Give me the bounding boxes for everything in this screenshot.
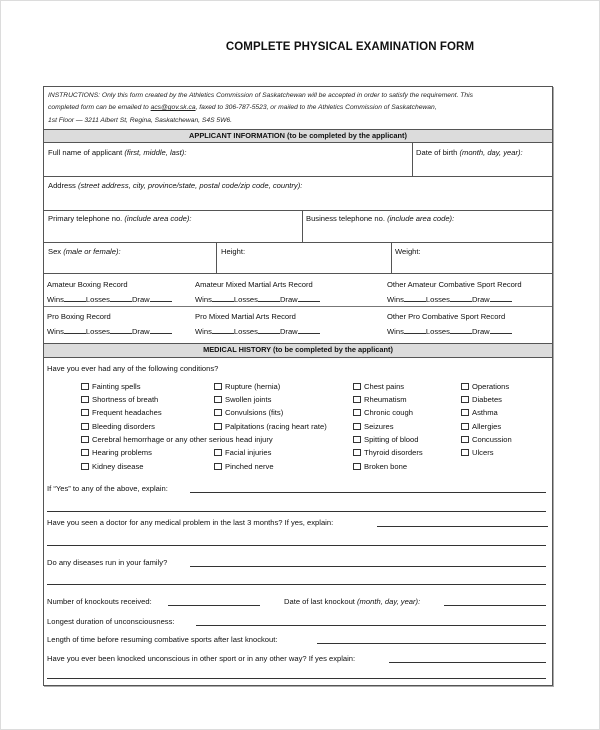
checkbox-convulsions[interactable] [214,409,283,417]
knocked-other-label: Have you ever been knocked unconscious in other sport or in any other way? If yes explain: [47,654,356,663]
dob-field[interactable] [416,149,523,157]
checkbox-icon[interactable] [461,436,469,443]
checkbox-icon[interactable] [81,436,89,443]
divider [44,242,552,243]
checkbox-icon[interactable] [214,463,222,470]
losses-label: Losses [85,327,110,336]
draw-label: Draw [471,295,490,304]
doctor-question-label: Have you seen a doctor for any medical problem in the last 3 months? If yes, explain: [47,518,334,527]
instructions-line-2: completed form can be emailed to [48,104,151,112]
longest-unconscious-input[interactable] [196,625,546,626]
checkbox-broken-bone[interactable] [353,463,407,471]
record-amateur-boxing-fields[interactable] [47,294,172,304]
checkbox-icon[interactable] [353,396,361,403]
checkbox-ulcers[interactable] [461,449,494,457]
knocked-other-input[interactable] [389,662,546,663]
record-pro-mma-fields[interactable] [195,326,320,336]
checkbox-thyroid-disorders[interactable] [353,449,423,457]
sex-field[interactable] [48,248,121,256]
checkbox-label: Kidney disease [92,462,144,471]
checkbox-rheumatism[interactable] [353,396,407,404]
family-diseases-input[interactable] [190,566,546,567]
checkbox-icon[interactable] [81,383,89,390]
checkbox-label: Shortness of breath [92,395,159,404]
wins-input[interactable] [404,326,426,334]
checkbox-cerebral-hemorrhage[interactable] [81,436,273,444]
resume-time-input[interactable] [317,643,546,644]
last-knockout-field [284,598,420,606]
checkbox-allergies[interactable] [461,423,501,431]
explain-yes-label: If “Yes” to any of the above, explain: [47,484,168,493]
wins-input[interactable] [404,294,426,302]
checkbox-chronic-cough[interactable] [353,409,413,417]
checkbox-fainting-spells[interactable] [81,383,141,391]
record-amateur-mma-fields[interactable] [195,294,320,304]
checkbox-label: Ulcers [472,448,494,457]
knocked-other-input-line-2[interactable] [47,678,546,679]
checkbox-label: Hearing problems [92,448,152,457]
losses-label: Losses [425,295,450,304]
last-knockout-input[interactable] [444,605,546,606]
record-amateur-boxing-title: Amateur Boxing Record [47,280,128,289]
email-link[interactable]: acs@gov.sk.ca [150,104,196,112]
draw-label: Draw [279,295,298,304]
business-phone-label: Business telephone no. [306,214,388,223]
checkbox-label: Chronic cough [364,408,413,417]
checkbox-label: Concussion [472,435,512,444]
checkbox-icon[interactable] [214,409,222,416]
sex-label: Sex [48,247,64,256]
draw-input[interactable] [150,294,172,302]
explain-yes-input[interactable] [190,492,546,493]
primary-phone-field[interactable] [48,215,192,223]
height-label: Height: [221,247,246,256]
checkbox-icon[interactable] [214,396,222,403]
wins-label: Wins [47,327,64,336]
losses-input[interactable] [450,294,472,302]
checkbox-icon[interactable] [461,449,469,456]
draw-input[interactable] [298,294,320,302]
exam-form [43,86,553,686]
checkbox-label: Pinched nerve [225,462,274,471]
checkbox-label: Palpitations (racing heart rate) [225,422,327,431]
checkbox-kidney-disease[interactable] [81,463,144,471]
divider [44,210,552,211]
divider [391,242,392,273]
record-other-amateur-title: Other Amateur Combative Sport Record [387,280,522,289]
checkbox-spitting-of-blood[interactable] [353,436,418,444]
losses-input[interactable] [258,326,280,334]
checkbox-icon[interactable] [214,423,222,430]
dob-label: Date of birth [416,148,460,157]
business-phone-field[interactable] [306,215,454,223]
divider [216,242,217,273]
height-field[interactable] [221,248,245,256]
draw-input[interactable] [490,326,512,334]
draw-input[interactable] [490,294,512,302]
instructions-line-1: Only this form created by the Athletics Commission of Saskatchewan will be accepted in order to satisfy the requirement. This [101,92,473,99]
instructions-line-2-rest: , faxed to 306-787-5523, or mailed to the Athletics Commission of Saskatchewan, [195,104,437,112]
wins-input[interactable] [64,294,86,302]
record-other-pro-title: Other Pro Combative Sport Record [387,312,506,321]
losses-label: Losses [233,327,258,336]
doctor-question-input-line-2[interactable] [47,545,546,546]
wins-label: Wins [47,295,64,304]
checkbox-label: Broken bone [364,462,408,471]
record-other-pro-fields[interactable] [387,326,512,336]
full-name-label: Full name of applicant [48,148,125,157]
checkbox-asthma[interactable] [461,409,498,417]
checkbox-label: Rheumatism [364,395,407,404]
checkbox-icon[interactable] [461,383,469,390]
checkbox-label: Convulsions (fits) [225,408,284,417]
family-diseases-label: Do any diseases run in your family? [47,558,168,567]
checkbox-label: Thyroid disorders [364,448,423,457]
checkbox-icon[interactable] [81,449,89,456]
business-phone-hint: (include area code): [387,214,455,223]
checkbox-label: Cerebral hemorrhage or any other serious head injury [92,435,273,444]
draw-label: Draw [279,327,298,336]
address-label: Address [48,181,78,190]
losses-input[interactable] [450,326,472,334]
divider [44,176,552,177]
checkbox-icon[interactable] [353,383,361,390]
longest-unconscious-label: Longest duration of unconsciousness: [47,617,175,626]
dob-hint: (month, day, year): [459,148,523,157]
losses-label: Losses [85,295,110,304]
page-title: COMPLETE PHYSICAL EXAMINATION FORM [225,41,475,53]
checkbox-icon[interactable] [81,423,89,430]
checkbox-chest-pains[interactable] [353,383,404,391]
draw-input[interactable] [298,326,320,334]
losses-input[interactable] [258,294,280,302]
checkbox-icon[interactable] [81,409,89,416]
divider [44,273,552,274]
instructions-line-3: 1st Floor — 3211 Albert St, Regina, Saskatchewan, S4S 5W6. [48,116,232,124]
primary-phone-hint: (include area code): [124,214,192,223]
full-name-field[interactable] [48,149,186,157]
weight-field[interactable] [395,248,421,256]
family-diseases-input-line-2[interactable] [47,584,546,585]
checkbox-label: Diabetes [472,395,502,404]
weight-label: Weight: [395,247,421,256]
losses-label: Losses [425,327,450,336]
record-pro-mma-title: Pro Mixed Martial Arts Record [195,312,296,321]
losses-label: Losses [233,295,258,304]
wins-input[interactable] [212,326,234,334]
draw-label: Draw [471,327,490,336]
wins-label: Wins [387,295,404,304]
losses-input[interactable] [110,326,132,334]
applicant-section-header: APPLICANT INFORMATION (to be completed by the applicant) [44,129,552,143]
wins-label: Wins [195,327,212,336]
full-name-hint: (first, middle, last): [124,148,187,157]
record-pro-boxing-title: Pro Boxing Record [47,312,111,321]
checkbox-icon[interactable] [214,383,222,390]
draw-input[interactable] [150,326,172,334]
checkbox-label: Asthma [472,408,498,417]
last-knockout-hint: (month, day, year): [357,597,421,606]
instructions-block [48,90,548,127]
checkbox-swollen-joints[interactable] [214,396,271,404]
wins-input[interactable] [64,326,86,334]
checkbox-label: Swollen joints [225,395,272,404]
checkbox-frequent-headaches[interactable] [81,409,162,417]
checkbox-icon[interactable] [353,409,361,416]
checkbox-shortness-of-breath[interactable] [81,396,158,404]
checkbox-icon[interactable] [353,449,361,456]
checkbox-icon[interactable] [353,436,361,443]
conditions-question: Have you ever had any of the following conditions? [47,364,219,373]
checkbox-seizures[interactable] [353,423,394,431]
losses-input[interactable] [110,294,132,302]
sex-hint: (male or female): [63,247,121,256]
draw-label: Draw [131,327,150,336]
checkbox-icon[interactable] [81,463,89,470]
knockouts-received-input[interactable] [168,605,260,606]
checkbox-bleeding-disorders[interactable] [81,423,155,431]
checkbox-label: Chest pains [364,382,405,391]
knockouts-received-label: Number of knockouts received: [47,597,152,606]
record-amateur-mma-title: Amateur Mixed Martial Arts Record [195,280,313,289]
checkbox-label: Frequent headaches [92,408,162,417]
record-pro-boxing-fields[interactable] [47,326,172,336]
record-other-amateur-fields[interactable] [387,294,512,304]
draw-label: Draw [131,295,150,304]
checkbox-concussion[interactable] [461,436,512,444]
divider [44,306,552,307]
checkbox-pinched-nerve[interactable] [214,463,274,471]
checkbox-icon[interactable] [81,396,89,403]
checkbox-icon[interactable] [353,463,361,470]
wins-label: Wins [195,295,212,304]
checkbox-label: Operations [472,382,510,391]
checkbox-label: Facial injuries [225,448,272,457]
checkbox-label: Fainting spells [92,382,141,391]
resume-time-label: Length of time before resuming combative sports after last knockout: [47,635,278,644]
checkbox-icon[interactable] [461,396,469,403]
checkbox-label: Rupture (hernia) [225,382,281,391]
primary-phone-label: Primary telephone no. [48,214,125,223]
checkbox-label: Allergies [472,422,502,431]
checkbox-label: Seizures [364,422,394,431]
checkbox-hearing-problems[interactable] [81,449,152,457]
checkbox-label: Spitting of blood [364,435,419,444]
checkbox-icon[interactable] [214,449,222,456]
checkbox-icon[interactable] [353,423,361,430]
wins-input[interactable] [212,294,234,302]
checkbox-icon[interactable] [461,423,469,430]
checkbox-palpitations[interactable] [214,423,327,431]
last-knockout-label: Date of last knockout [284,597,358,606]
checkbox-operations[interactable] [461,383,509,391]
checkbox-diabetes[interactable] [461,396,502,404]
explain-yes-input-line-2[interactable] [47,511,546,512]
address-hint: (street address, city, province/state, postal code/zip code, country): [77,181,303,190]
checkbox-icon[interactable] [461,409,469,416]
doctor-question-input[interactable] [377,526,548,527]
checkbox-label: Bleeding disorders [92,422,155,431]
address-field[interactable] [48,182,302,190]
divider [302,210,303,242]
checkbox-rupture[interactable] [214,383,280,391]
medical-section-header: MEDICAL HISTORY (to be completed by the applicant) [44,343,552,358]
divider [412,143,413,176]
instructions-label: INSTRUCTIONS: [48,92,101,99]
wins-label: Wins [387,327,404,336]
checkbox-facial-injuries[interactable] [214,449,271,457]
